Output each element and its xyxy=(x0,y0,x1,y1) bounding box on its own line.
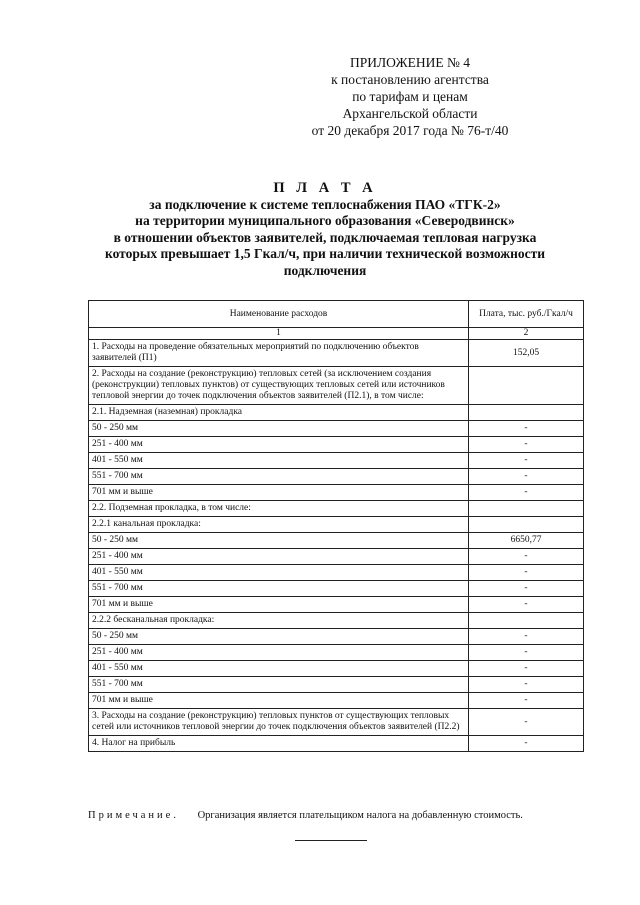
fee-value-cell: 152,05 xyxy=(469,340,584,367)
expense-name-cell: 551 - 700 мм xyxy=(89,469,469,485)
fee-value-cell xyxy=(469,517,584,533)
fee-value-cell: - xyxy=(469,629,584,645)
index-cell: 2 xyxy=(469,328,584,340)
title-line: подключения xyxy=(283,262,367,278)
expense-name-cell: 50 - 250 мм xyxy=(89,629,469,645)
table-row xyxy=(89,581,584,597)
expense-name-cell: 701 мм и выше xyxy=(89,693,469,709)
title-line: которых превышает 1,5 Гкал/ч, при наличии технической возможности xyxy=(104,246,545,261)
appendix-line: по тарифам и ценам xyxy=(352,89,468,104)
fee-value-cell: - xyxy=(469,709,584,736)
expense-name-cell: 251 - 400 мм xyxy=(89,437,469,453)
appendix-line: к постановлению агентства xyxy=(331,72,489,87)
table-row xyxy=(89,661,584,677)
index-cell: 1 xyxy=(89,328,469,340)
table-row xyxy=(89,565,584,581)
fee-value-cell: - xyxy=(469,437,584,453)
fee-value-cell: - xyxy=(469,549,584,565)
expense-name-cell: 2. Расходы на создание (реконструкцию) тепловых сетей (за исключением создания (реконструкции) тепловых пунктов) от существующих тепловых сетей или источников тепловой энергии до точек подключения объектов заявителей (П2.1), в том числе: xyxy=(89,367,469,405)
title-line: на территории муниципального образования «Северодвинск» xyxy=(135,213,515,228)
header-fee: Плата, тыс. руб./Гкал/ч xyxy=(469,301,584,328)
title-plata: П Л А Т А xyxy=(273,180,377,196)
expense-name-cell: 2.2. Подземная прокладка, в том числе: xyxy=(89,501,469,517)
fee-value-cell: - xyxy=(469,421,584,437)
fee-value-cell: - xyxy=(469,736,584,752)
document-title xyxy=(80,180,570,279)
expense-name-cell: 1. Расходы на проведение обязательных мероприятий по подключению объектов заявителей (П1) xyxy=(89,340,469,367)
fee-value-cell xyxy=(469,405,584,421)
expense-name-cell: 551 - 700 мм xyxy=(89,677,469,693)
note-label: Примечание. xyxy=(88,810,179,821)
fee-value-cell: - xyxy=(469,597,584,613)
table-body xyxy=(89,328,584,752)
fee-value-cell xyxy=(469,501,584,517)
appendix-block xyxy=(300,54,520,139)
table-row xyxy=(89,709,584,736)
table-row xyxy=(89,677,584,693)
expense-name-cell: 3. Расходы на создание (реконструкцию) тепловых пунктов от существующих тепловых сетей или источников тепловой энергии до точек подключения объектов заявителей (П2.2) xyxy=(89,709,469,736)
expense-name-cell: 50 - 250 мм xyxy=(89,421,469,437)
fee-value-cell: - xyxy=(469,693,584,709)
table-row xyxy=(89,405,584,421)
header-expense-name: Наименование расходов xyxy=(89,301,469,328)
fee-value-cell xyxy=(469,367,584,405)
fee-value-cell: - xyxy=(469,677,584,693)
fee-value-cell: - xyxy=(469,469,584,485)
fee-value-cell: - xyxy=(469,485,584,501)
table-row xyxy=(89,549,584,565)
expense-name-cell: 2.1. Надземная (наземная) прокладка xyxy=(89,405,469,421)
appendix-line: от 20 декабря 2017 года № 76-т/40 xyxy=(311,123,509,138)
expense-name-cell: 2.2.2 бесканальная прокладка: xyxy=(89,613,469,629)
fee-value-cell: - xyxy=(469,661,584,677)
expense-name-cell: 50 - 250 мм xyxy=(89,533,469,549)
appendix-line: Архангельской области xyxy=(342,106,478,121)
table-row xyxy=(89,453,584,469)
expense-name-cell: 401 - 550 мм xyxy=(89,453,469,469)
fee-value-cell: - xyxy=(469,581,584,597)
table-row xyxy=(89,736,584,752)
table-row xyxy=(89,437,584,453)
table-header-row xyxy=(89,301,584,328)
fee-value-cell: - xyxy=(469,645,584,661)
title-line: за подключение к системе теплоснабжения ПАО «ТГК-2» xyxy=(149,196,501,212)
table-row xyxy=(89,533,584,549)
expense-name-cell: 401 - 550 мм xyxy=(89,565,469,581)
table-row xyxy=(89,693,584,709)
expense-name-cell: 401 - 550 мм xyxy=(89,661,469,677)
table-row xyxy=(89,645,584,661)
expense-name-cell: 551 - 700 мм xyxy=(89,581,469,597)
fees-table xyxy=(88,300,584,752)
expense-name-cell: 251 - 400 мм xyxy=(89,645,469,661)
table-row xyxy=(89,485,584,501)
table-row xyxy=(89,469,584,485)
note xyxy=(88,810,588,821)
table-row xyxy=(89,421,584,437)
table-row xyxy=(89,629,584,645)
expense-name-cell: 2.2.1 канальная прокладка: xyxy=(89,517,469,533)
index-row xyxy=(89,328,584,340)
fee-value-cell xyxy=(469,613,584,629)
table-row xyxy=(89,613,584,629)
note-text: Организация является плательщиком налога на добавленную стоимость. xyxy=(197,810,523,821)
table-row xyxy=(89,367,584,405)
fee-value-cell: - xyxy=(469,453,584,469)
expense-name-cell: 4. Налог на прибыль xyxy=(89,736,469,752)
table-row xyxy=(89,517,584,533)
title-line: в отношении объектов заявителей, подключаемая тепловая нагрузка xyxy=(113,229,537,245)
expense-name-cell: 701 мм и выше xyxy=(89,597,469,613)
appendix-line: ПРИЛОЖЕНИЕ № 4 xyxy=(349,55,471,70)
fee-value-cell: - xyxy=(469,565,584,581)
divider xyxy=(295,840,367,841)
fee-value-cell: 6650,77 xyxy=(469,533,584,549)
table-row xyxy=(89,340,584,367)
expense-name-cell: 701 мм и выше xyxy=(89,485,469,501)
table-row xyxy=(89,501,584,517)
expense-name-cell: 251 - 400 мм xyxy=(89,549,469,565)
table-row xyxy=(89,597,584,613)
